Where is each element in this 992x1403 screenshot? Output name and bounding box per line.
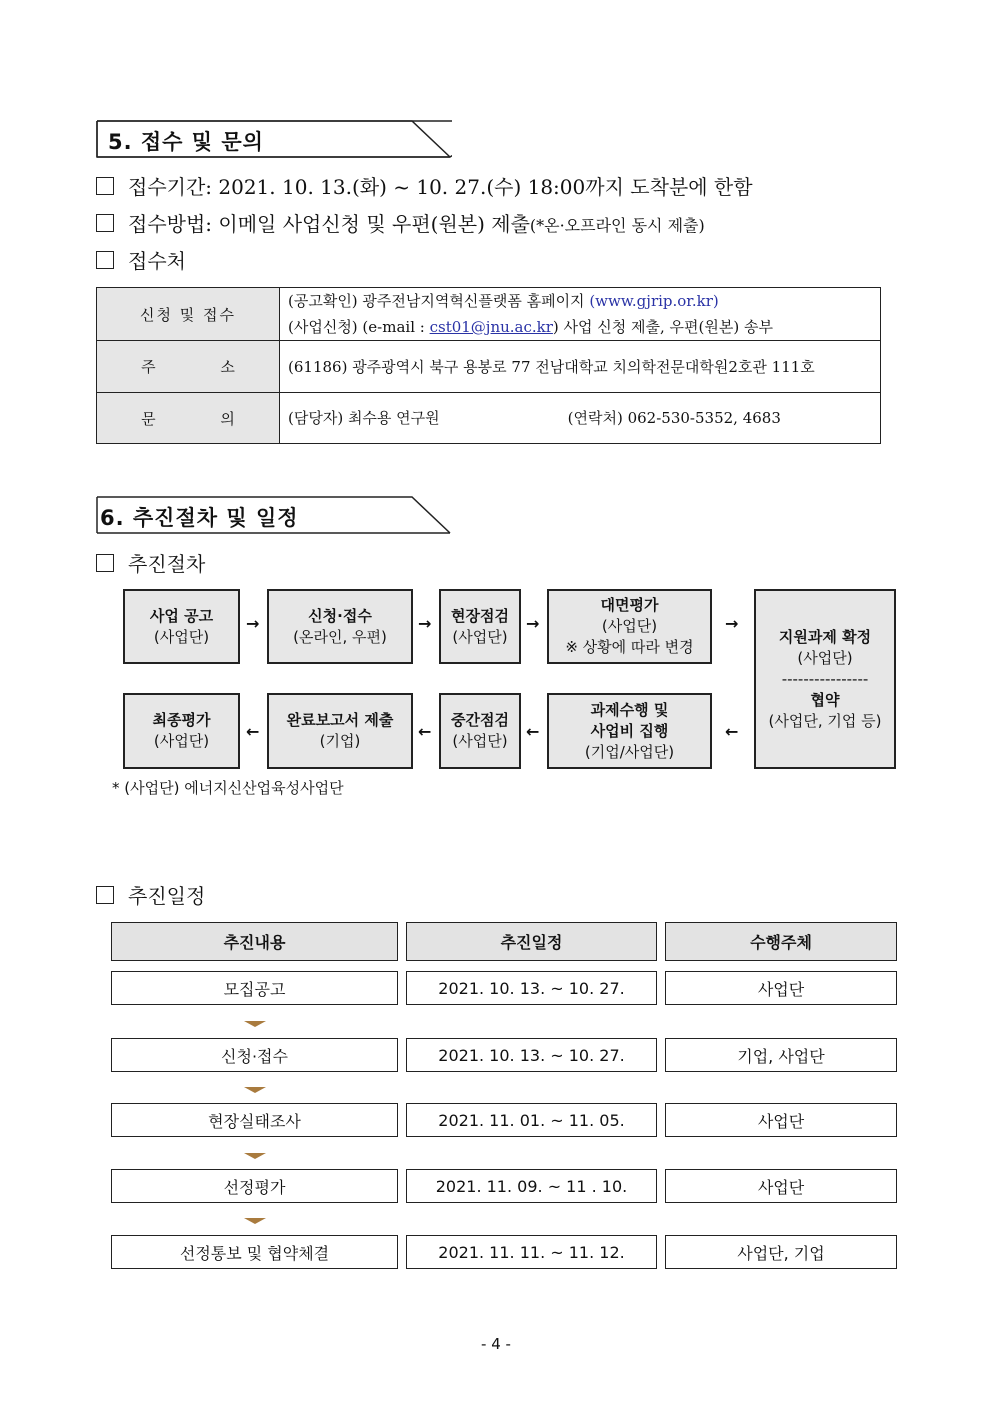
reception-method: 접수방법: 이메일 사업신청 및 우편(원본) 제출(*온·오프라인 동시 제출)	[96, 208, 705, 237]
flow-step-execution: 과제수행 및 사업비 집행 (기업/사업단)	[547, 693, 712, 769]
arrow-left-icon: ←	[526, 722, 540, 741]
arrow-left-icon: ←	[418, 722, 432, 741]
reception-period: 접수기간: 2021. 10. 13.(화) ~ 10. 27.(수) 18:00까지 도착분에 한함	[96, 171, 753, 200]
schedule-cell-content: 신청·접수	[111, 1038, 398, 1072]
down-arrow-icon	[244, 1020, 266, 1028]
schedule-cell-content: 선정평가	[111, 1169, 398, 1203]
schedule-cell-date: 2021. 11. 09. ~ 11 . 10.	[406, 1169, 657, 1203]
schedule-header-owner: 수행주체	[665, 922, 897, 961]
schedule-cell-date: 2021. 10. 13. ~ 10. 27.	[406, 971, 657, 1005]
arrow-left-icon: ←	[725, 722, 739, 741]
schedule-cell-owner: 사업단, 기업	[665, 1235, 897, 1269]
table-row	[97, 288, 881, 341]
schedule-header-content: 추진내용	[111, 922, 398, 961]
schedule-label: 추진일정	[96, 880, 205, 909]
checkbox-square-icon	[96, 251, 114, 269]
row-label: 신청 및 접수	[97, 288, 280, 341]
footnote: * (사업단) 에너지신산업육성사업단	[112, 779, 344, 797]
flow-step-interview: 대면평가 (사업단) ※ 상황에 따라 변경	[547, 589, 712, 664]
section-5-heading	[96, 120, 452, 158]
row-label: 문 의	[97, 393, 280, 444]
schedule-cell-owner: 사업단	[665, 971, 897, 1005]
email-link[interactable]: cst01@jnu.ac.kr	[429, 318, 553, 336]
arrow-right-icon: →	[246, 614, 260, 633]
checkbox-square-icon	[96, 886, 114, 904]
schedule-cell-date: 2021. 11. 01. ~ 11. 05.	[406, 1103, 657, 1137]
down-arrow-icon	[244, 1086, 266, 1094]
schedule-cell-owner: 사업단	[665, 1103, 897, 1137]
flow-step-announcement: 사업 공고 (사업단)	[123, 589, 240, 664]
procedure-label: 추진절차	[96, 548, 205, 577]
schedule-cell-content: 모집공고	[111, 971, 398, 1005]
row-value: (공고확인) 광주전남지역혁신플랫폼 홈페이지 (www.gjrip.or.kr) (사업신청) (e-mail : cst01@jnu.ac.kr) 사업 신청 제출, 우편(원본) 송부	[280, 288, 881, 341]
flow-step-application: 신청·접수 (온라인, 우편)	[267, 589, 413, 664]
homepage-link[interactable]: (www.gjrip.or.kr)	[589, 292, 719, 310]
row-label: 주 소	[97, 341, 280, 393]
arrow-left-icon: ←	[246, 722, 260, 741]
flow-step-midterm-check: 중간점검 (사업단)	[439, 693, 521, 769]
schedule-cell-content: 선정통보 및 협약체결	[111, 1235, 398, 1269]
reception-place: 접수처	[96, 245, 186, 274]
flow-step-final-evaluation: 최종평가 (사업단)	[123, 693, 240, 769]
checkbox-square-icon	[96, 554, 114, 572]
checkbox-square-icon	[96, 214, 114, 232]
checkbox-square-icon	[96, 177, 114, 195]
down-arrow-icon	[244, 1217, 266, 1225]
arrow-right-icon: →	[725, 614, 739, 633]
page-number: - 4 -	[481, 1335, 511, 1353]
schedule-header-date: 추진일정	[406, 922, 657, 961]
schedule-cell-date: 2021. 10. 13. ~ 10. 27.	[406, 1038, 657, 1072]
down-arrow-icon	[244, 1152, 266, 1160]
table-row	[97, 393, 881, 444]
flow-step-final-report: 완료보고서 제출 (기업)	[267, 693, 413, 769]
flow-step-confirm-agreement: 지원과제 확정 (사업단) ---------------- 협약 (사업단, 기업 등)	[754, 589, 896, 769]
row-value: (담당자) 최수용 연구원 (연락처) 062-530-5352, 4683	[280, 393, 881, 444]
arrow-right-icon: →	[418, 614, 432, 633]
row-value: (61186) 광주광역시 북구 용봉로 77 전남대학교 치의학전문대학원2호관 111호	[280, 341, 881, 393]
schedule-cell-owner: 사업단	[665, 1169, 897, 1203]
section-6-heading	[96, 496, 452, 534]
arrow-right-icon: →	[526, 614, 540, 633]
table-row	[97, 341, 881, 393]
schedule-cell-date: 2021. 11. 11. ~ 11. 12.	[406, 1235, 657, 1269]
section-5-title: 5. 접수 및 문의	[108, 130, 264, 154]
section-6-title: 6. 추진절차 및 일정	[100, 506, 299, 530]
flow-step-site-check: 현장점검 (사업단)	[439, 589, 521, 664]
schedule-cell-owner: 기업, 사업단	[665, 1038, 897, 1072]
reception-table	[96, 287, 881, 444]
schedule-cell-content: 현장실태조사	[111, 1103, 398, 1137]
